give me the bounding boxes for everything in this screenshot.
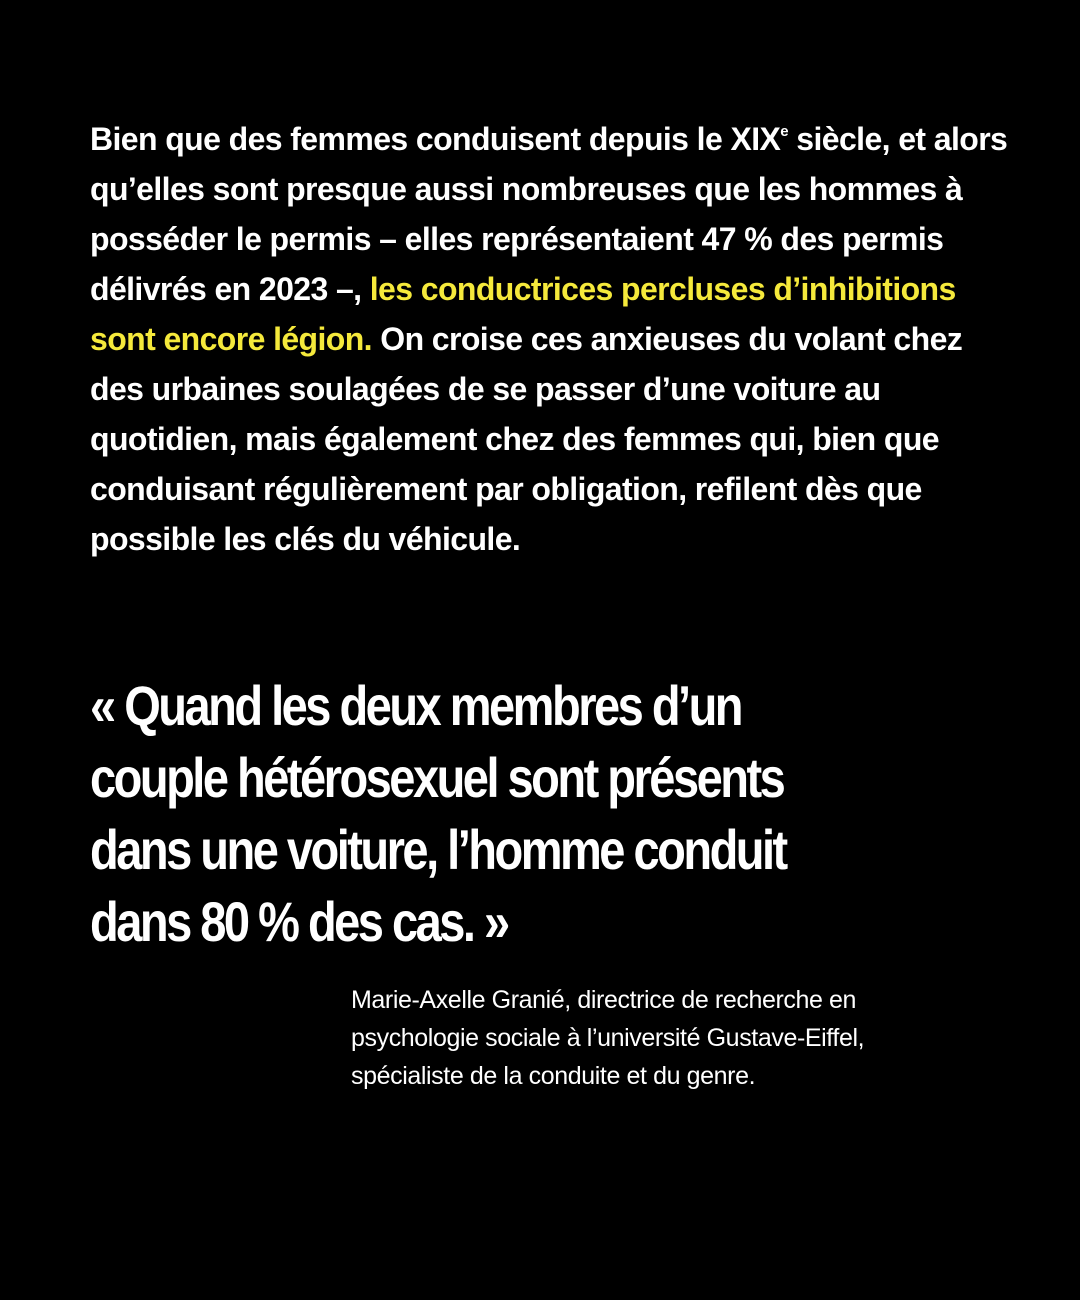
- century-superscript: e: [780, 123, 788, 140]
- quote-attribution: Marie-Axelle Granié, directrice de recherche en psychologie sociale à l’université Gustave-Eiffel, spécialiste de la conduite et du genre.: [351, 986, 865, 1090]
- highlighted-phrase: les conductrices percluses d’inhibitions sont encore légion.: [90, 271, 956, 357]
- paragraph-text-end: On croise ces anxieuses du volant chez des urbaines soulagées de se passer d’une voiture au quotidien, mais également chez des femmes qui, bien que conduisant régulièrement par obligation, refilent dès que possible les clés du véhicule.: [90, 321, 963, 557]
- paragraph-text-start: Bien que des femmes conduisent depuis le XIX: [90, 121, 781, 157]
- paragraph-text-middle: siècle, et alors qu’elles sont presque aussi nombreuses que les hommes à posséder le permis – elles représentaient 47 % des permis délivrés en 2023 –,: [90, 121, 1008, 307]
- pull-quote: « Quand les deux membres d’un couple hétérosexuel sont présents dans une voiture, l’homme conduit dans 80 % des cas. »: [90, 674, 786, 953]
- body-paragraph: [90, 114, 1010, 564]
